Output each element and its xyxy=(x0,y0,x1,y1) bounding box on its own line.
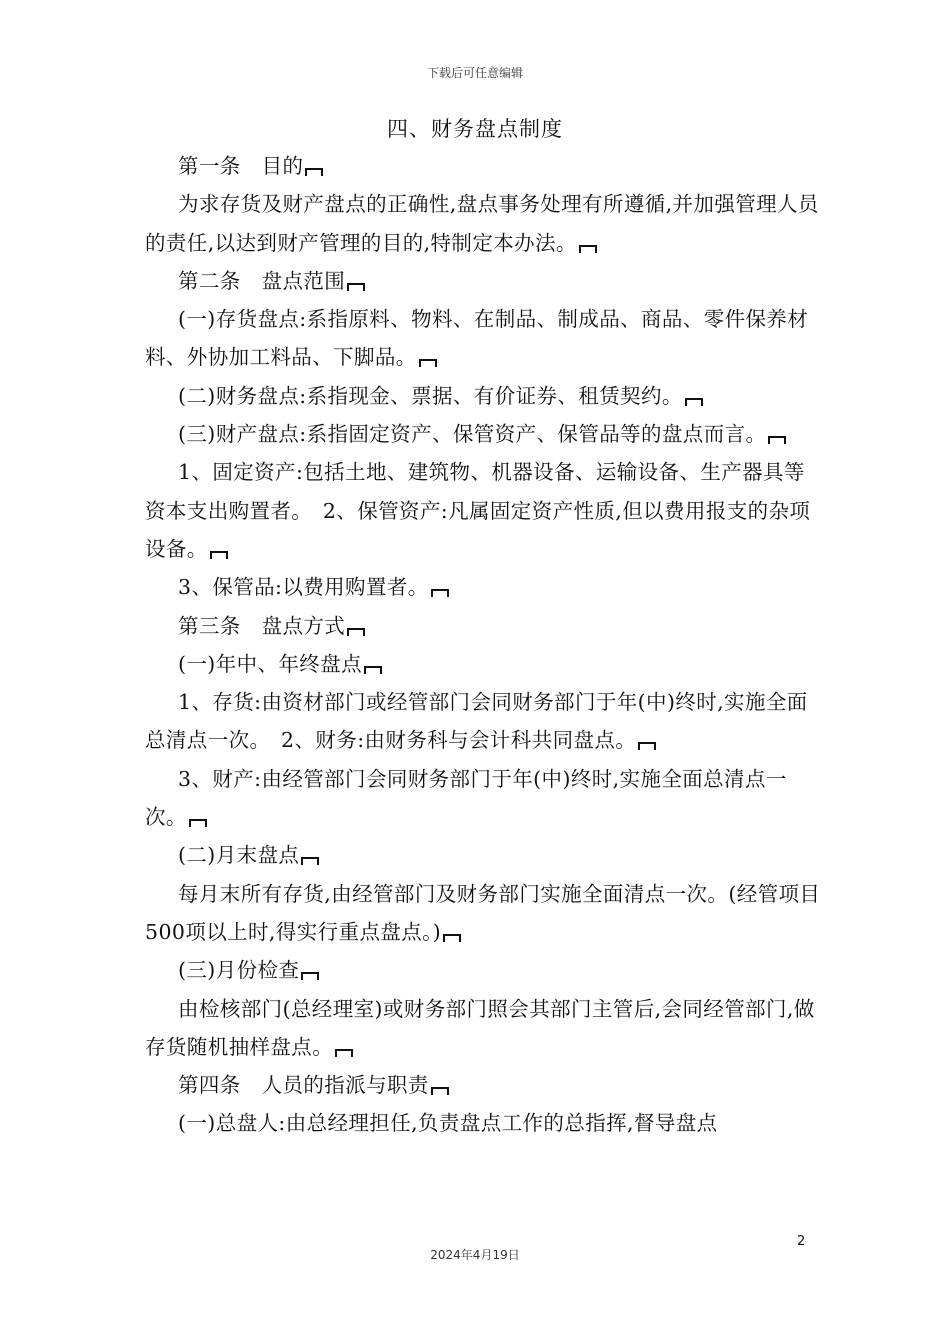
article-2-heading: 第二条 盘点范围 xyxy=(145,262,825,300)
paragraph-mark-icon xyxy=(431,1087,449,1095)
paragraph-mark-icon xyxy=(579,245,597,253)
paragraph-mark-icon xyxy=(638,742,656,750)
custody-goods-item: 3、保管品:以费用购置者。 xyxy=(145,568,825,606)
financial-count-item: (二)财务盘点:系指现金、票据、有价证券、租赁契约。 xyxy=(145,377,825,415)
fixed-assets-item: 1、固定资产:包括土地、建筑物、机器设备、运输设备、生产器具等资本支出购置者。 2、保管资产:凡属固定资产性质,但以费用报支的杂项设备。 xyxy=(145,460,811,561)
paragraph-mark-icon xyxy=(305,168,323,176)
page-header: 下载后可任意编辑 xyxy=(426,66,523,80)
paragraph-mark-icon xyxy=(210,551,228,559)
inventory-count-item: (一)存货盘点:系指原料、物料、在制品、制成品、商品、零件保养材料、外协加工料品、下脚品。 xyxy=(145,307,809,370)
paragraph-mark-icon xyxy=(419,359,437,367)
article-1-heading: 第一条 目的 xyxy=(145,147,825,185)
paragraph-mark-icon xyxy=(685,398,703,406)
page-number: 2 xyxy=(797,1234,806,1249)
paragraph-mark-icon xyxy=(431,589,449,597)
monthly-check-text: 由检核部门(总经理室)或财务部门照会其部门主管后,会同经管部门,做存货随机抽样盘点。 xyxy=(145,996,815,1059)
paragraph-mark-icon xyxy=(347,628,365,636)
annual-inventory-item: 1、存货:由资材部门或经管部门会同财务部门于年(中)终时,实施全面总清点一次。 2、财务:由财务科与会计科共同盘点。 xyxy=(145,690,808,753)
property-count-item: (三)财产盘点:系指固定资产、保管资产、保管品等的盘点而言。 xyxy=(145,415,825,453)
paragraph-mark-icon xyxy=(189,819,207,827)
article-3-heading: 第三条 盘点方式 xyxy=(145,607,825,645)
page-footer-date: 2024年4月19日 xyxy=(430,1248,520,1262)
article-4-heading: 第四条 人员的指派与职责 xyxy=(145,1066,825,1104)
monthly-check-heading: (三)月份检查 xyxy=(145,951,825,989)
article-1-text: 为求存货及财产盘点的正确性,盘点事务处理有所遵循,并加强管理人员的责任,以达到财产管理的目的,特制定本办法。 xyxy=(145,192,819,255)
paragraph-mark-icon xyxy=(301,857,319,865)
annual-property-item: 3、财产:由经管部门会同财务部门于年(中)终时,实施全面总清点一次。 xyxy=(145,766,787,830)
chief-counter-item: (一)总盘人:由总经理担任,负责盘点工作的总指挥,督导盘点 xyxy=(178,1111,718,1136)
monthly-count-heading: (二)月末盘点 xyxy=(145,836,825,874)
document-title: 四、财务盘点制度 xyxy=(387,117,563,141)
annual-count-heading: (一)年中、年终盘点 xyxy=(145,645,825,683)
paragraph-mark-icon xyxy=(347,283,365,291)
paragraph-mark-icon xyxy=(335,1049,353,1057)
document-body xyxy=(145,147,825,1143)
paragraph-mark-icon xyxy=(768,436,786,444)
paragraph-mark-icon xyxy=(364,666,382,674)
paragraph-mark-icon xyxy=(301,972,319,980)
monthly-count-text: 每月末所有存货,由经管部门及财务部门实施全面清点一次。(经管项目500项以上时,得实行重点盘点。) xyxy=(145,881,821,944)
paragraph-mark-icon xyxy=(443,934,461,942)
